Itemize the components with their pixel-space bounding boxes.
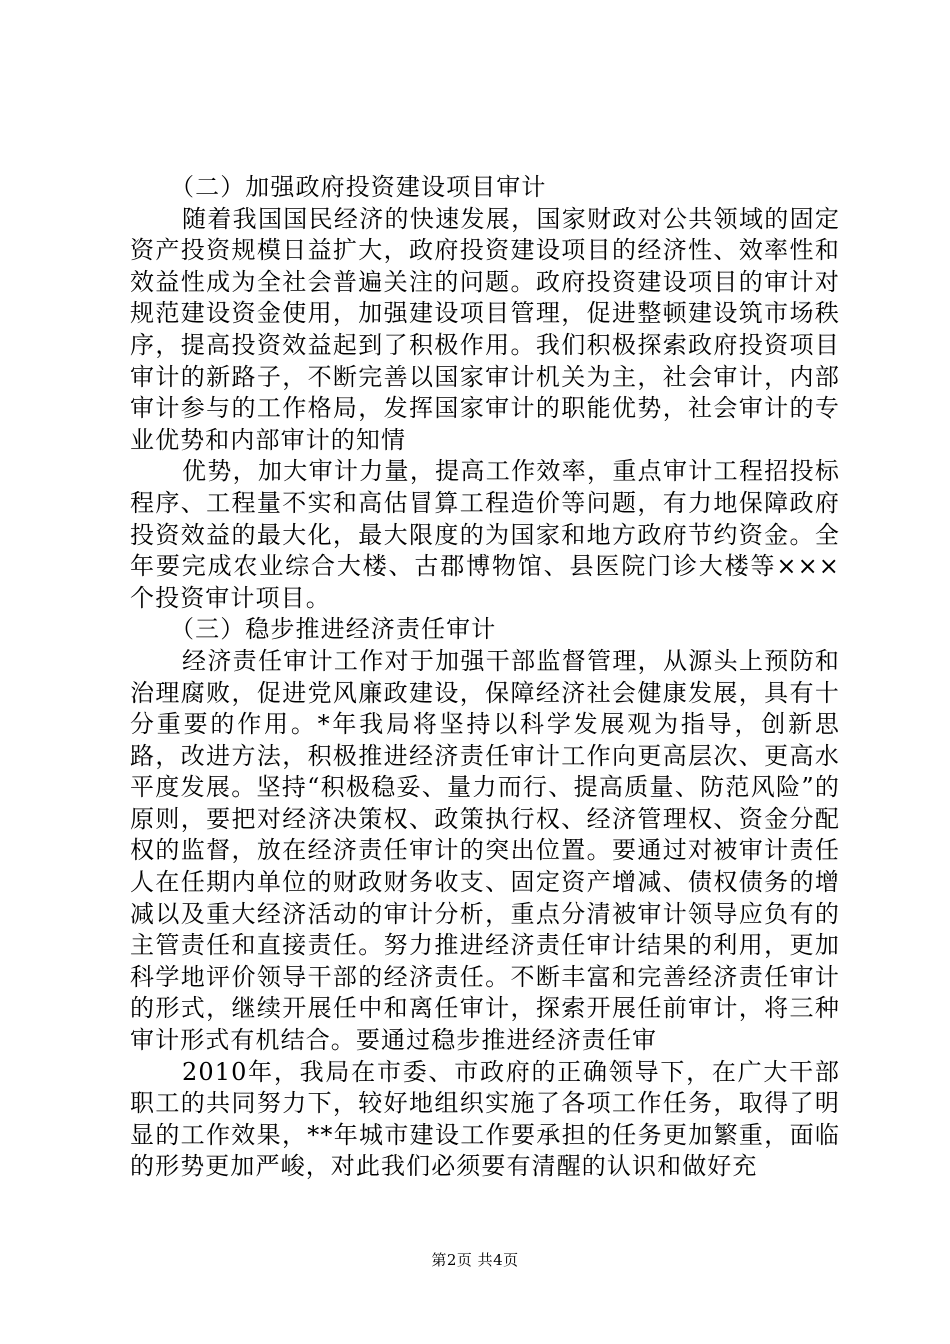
section-heading-3: （三）稳步推进经济责任审计 [170, 615, 497, 644]
body-paragraph: 2010年，我局在市委、市政府的正确领导下，在广大干部职工的共同努力下，较好地组织实施了各项工作任务，取得了明显的工作效果，**年城市建设工作要承担的任务更加繁重，面临的形势更加严峻，对此我们必须要有清醒的认识和做好充 [130, 1057, 840, 1181]
section-heading-2: （二）加强政府投资建设项目审计 [170, 173, 547, 201]
body-paragraph: 优势，加大审计力量，提高工作效率，重点审计工程招投标程序、工程量不实和高估冒算工程造价等问题，有力地保障政府投资效益的最大化，最大限度的为国家和地方政府节约资金。全年要完成农业综合大楼、古郡博物馆、县医院门诊大楼等×××个投资审计项目。 [130, 457, 840, 612]
body-paragraph: 经济责任审计工作对于加强干部监督管理，从源头上预防和治理腐败，促进党风廉政建设，保障经济社会健康发展，具有十分重要的作用。*年我局将坚持以科学发展观为指导，创新思路，改进方法，积极推进经济责任审计工作向更高层次、更高水平度发展。坚持“积极稳妥、量力而行、提高质量、防范风险”的原则，要把对经济决策权、政策执行权、经济管理权、资金分配权的监督，放在经济责任审计的突出位置。要通过对被审计责任人在任期内单位的财政财务收支、固定资产增减、债权债务的增减以及重大经济活动的审计分析，重点分清被审计领导应负有的主管责任和直接责任。努力推进经济责任审计结果的利用，更加科学地评价领导干部的经济责任。不断丰富和完善经济责任审计的形式，继续开展任中和离任审计，探索开展任前审计，将三种审计形式有机结合。要通过稳步推进经济责任审 [130, 646, 840, 1055]
page-number-footer: 第2页 共4页 [431, 1251, 519, 1269]
document-body [130, 172, 840, 1183]
body-paragraph: 随着我国国民经济的快速发展，国家财政对公共领域的固定资产投资规模日益扩大，政府投资建设项目的经济性、效率性和效益性成为全社会普遍关注的问题。政府投资建设项目的审计对规范建设资金使用，加强建设项目管理，促进整顿建设筑市场秩序，提高投资效益起到了积极作用。我们积极探索政府投资项目审计的新路子，不断完善以国家审计机关为主，社会审计，内部审计参与的工作格局，发挥国家审计的职能优势，社会审计的专业优势和内部审计的知情 [130, 204, 840, 454]
